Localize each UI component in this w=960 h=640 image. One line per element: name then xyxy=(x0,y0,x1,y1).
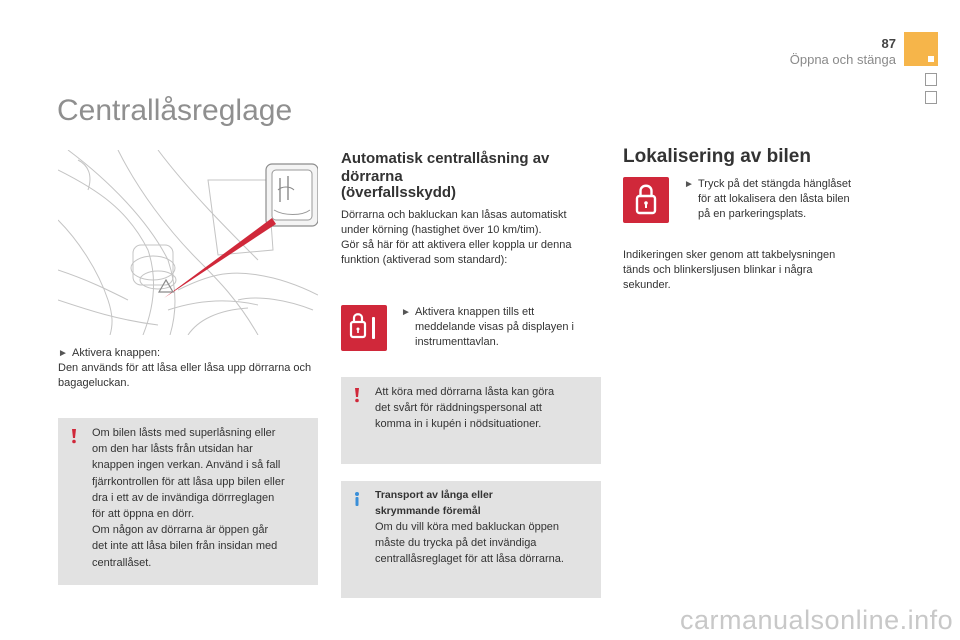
warning-line: komma in i kupén i nödsituationer. xyxy=(375,418,542,430)
warning-line: fjärrkontrollen för att låsa upp bilen eller xyxy=(92,475,285,488)
locate-body xyxy=(623,248,883,293)
bullet-line: instrumenttavlan. xyxy=(415,336,499,348)
warning-icon xyxy=(66,428,82,444)
body-line: funktion (aktiverad som standard): xyxy=(341,254,508,266)
left-body: Den används för att låsa eller låsa upp dörrarna och bagageluckan. xyxy=(58,362,312,389)
warning-line: dra i ett av de invändiga dörrreglagen xyxy=(92,491,275,504)
bullet-line: Aktivera knappen tills ett xyxy=(415,306,535,318)
superlock-warning-box xyxy=(58,418,318,585)
chapter-tab-active[interactable] xyxy=(904,32,938,66)
left-instruction xyxy=(58,346,320,391)
left-bullet-text: Aktivera knappen: xyxy=(72,347,161,359)
bullet-line: Tryck på det stängda hänglåset xyxy=(698,178,852,190)
warning-line: om den har låsts från utsidan har xyxy=(92,443,253,456)
auto-lock-subheading: (överfallsskydd) xyxy=(341,184,457,201)
info-line: centrallåsreglaget för att låsa dörrarna. xyxy=(375,553,564,565)
warning-line: Om någon av dörrarna är öppen går xyxy=(92,524,269,537)
chapter-title: Öppna och stänga xyxy=(789,52,896,67)
auto-lock-body xyxy=(341,208,603,268)
warning-icon xyxy=(349,387,365,403)
bullet-arrow-icon: ► xyxy=(58,348,68,359)
page-title: Centrallåsreglage xyxy=(57,94,293,127)
chapter-tab[interactable] xyxy=(925,91,937,104)
body-line: tänds och blinkersljusen blinkar i några xyxy=(623,264,813,276)
body-line: Gör så här för att aktivera eller koppla ur denna xyxy=(341,239,572,251)
bullet-line: för att lokalisera den låsta bilen xyxy=(698,193,850,205)
bullet-arrow-icon: ► xyxy=(401,307,411,318)
console-illustration xyxy=(58,150,318,335)
locate-bullet xyxy=(684,177,884,222)
warning-line: det inte att låsa bilen från insidan med xyxy=(92,540,278,553)
warning-line: Att köra med dörrarna låsta kan göra xyxy=(375,386,555,398)
warning-line: knappen ingen verkan. Använd i så fall xyxy=(92,459,281,472)
info-title-line: skrymmande föremål xyxy=(375,505,481,517)
bullet-line: på en parkeringsplats. xyxy=(698,208,807,220)
watermark: carmanualsonline.info xyxy=(680,605,954,635)
chapter-tab[interactable] xyxy=(925,73,937,86)
warning-line: för att öppna en dörr. xyxy=(92,508,195,521)
info-icon xyxy=(349,491,365,507)
body-line: under körning (hastighet över 10 km/tim). xyxy=(341,224,542,236)
auto-lock-bullet xyxy=(401,305,601,350)
info-title-line: Transport av långa eller xyxy=(375,489,493,501)
body-line: Dörrarna och bakluckan kan låsas automatiskt xyxy=(341,209,567,221)
warning-line: centrallåset. xyxy=(92,556,152,569)
warning-line: det svårt för räddningspersonal att xyxy=(375,402,542,414)
locate-car-heading: Lokalisering av bilen xyxy=(623,146,811,167)
body-line: Indikeringen sker genom att takbelysningen xyxy=(623,249,836,261)
info-line: Om du vill köra med bakluckan öppen xyxy=(375,521,560,533)
auto-lock-heading: Automatisk centrallåsning av dörrarna xyxy=(341,150,550,185)
emergency-warning-box xyxy=(341,377,601,464)
page-number: 87 xyxy=(881,36,896,51)
lock-door-button-icon xyxy=(341,305,387,351)
transport-info-box xyxy=(341,481,601,598)
info-line: måste du trycka på det invändiga xyxy=(375,537,537,549)
bullet-line: meddelande visas på displayen i xyxy=(415,321,574,333)
body-line: sekunder. xyxy=(623,279,671,291)
warning-line: Om bilen låsts med superlåsning eller xyxy=(92,427,276,439)
padlock-button-icon xyxy=(623,177,669,223)
bullet-arrow-icon: ► xyxy=(684,179,694,190)
